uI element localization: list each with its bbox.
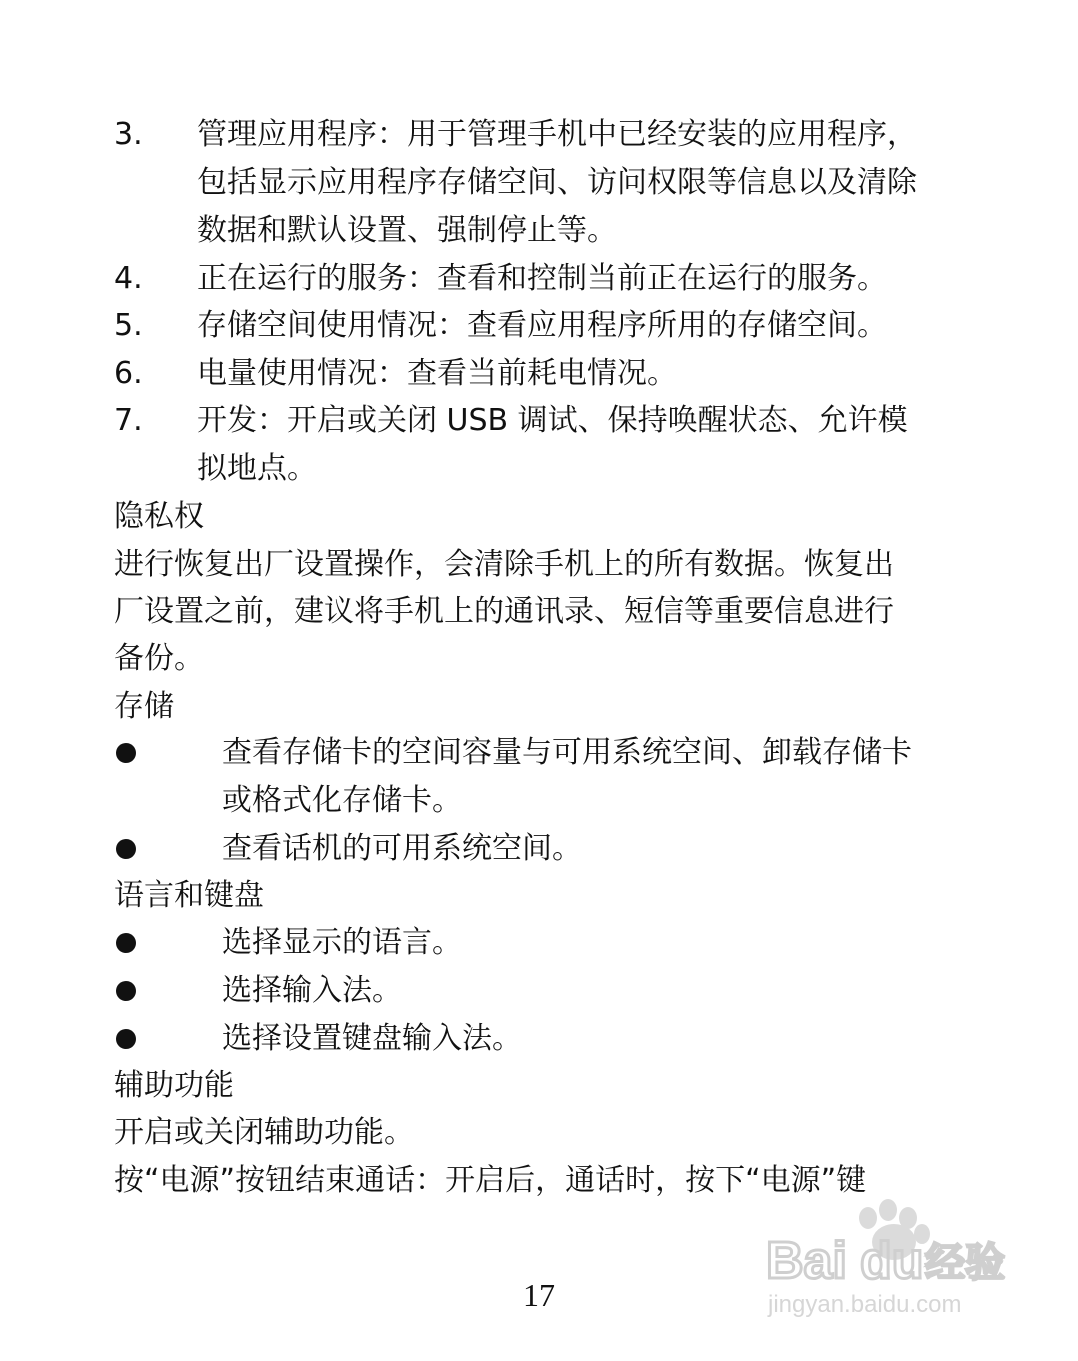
list-number: 6. (114, 356, 143, 391)
bullet-text: 查看话机的可用系统空间。 (222, 831, 582, 866)
bullet-text: 查看存储卡的空间容量与可用系统空间、卸载存储卡 (222, 735, 912, 770)
baidu-watermark-logo (760, 1198, 1020, 1320)
heading-text: 辅助功能 (114, 1068, 234, 1103)
bullet-text: 选择显示的语言。 (222, 925, 462, 960)
heading-text: 语言和键盘 (114, 878, 264, 913)
list-text: 拟地点。 (197, 451, 317, 486)
list-number: 7. (114, 403, 143, 438)
heading-text: 存储 (114, 689, 174, 724)
bullet-text: 选择输入法。 (222, 973, 402, 1008)
paragraph-text: 厂设置之前，建议将手机上的通讯录、短信等重要信息进行 (114, 594, 894, 629)
list-number: 4. (114, 261, 143, 296)
heading-text: 隐私权 (114, 499, 204, 534)
list-text: 包括显示应用程序存储空间、访问权限等信息以及清除 (197, 165, 917, 200)
bullet-text: 或格式化存储卡。 (222, 783, 462, 818)
list-number: 3. (114, 117, 143, 152)
list-text: 数据和默认设置、强制停止等。 (197, 213, 617, 248)
svg-text:Bai: Bai (766, 1232, 847, 1290)
bullet-dot-icon (116, 981, 136, 1001)
bullet-dot-icon (116, 743, 136, 763)
bullet-dot-icon (116, 839, 136, 859)
list-text: 正在运行的服务：查看和控制当前正在运行的服务。 (197, 261, 887, 296)
paragraph-text: 进行恢复出厂设置操作，会清除手机上的所有数据。恢复出 (114, 547, 894, 582)
bullet-dot-icon (116, 933, 136, 953)
paragraph-text: 按“电源”按钮结束通话：开启后，通话时，按下“电源”键 (114, 1163, 867, 1198)
paragraph-text: 开启或关闭辅助功能。 (114, 1115, 414, 1150)
list-text: 存储空间使用情况：查看应用程序所用的存储空间。 (197, 308, 887, 343)
list-number: 5. (114, 308, 143, 343)
svg-text:jingyan.baidu.com: jingyan.baidu.com (768, 1291, 962, 1318)
list-text: 电量使用情况：查看当前耗电情况。 (197, 356, 677, 391)
svg-text:经验: 经验 (925, 1240, 1005, 1286)
bullet-text: 选择设置键盘输入法。 (222, 1021, 522, 1056)
list-text: 开发：开启或关闭 USB 调试、保持唤醒状态、允许模 (197, 403, 908, 438)
svg-text:du: du (860, 1232, 924, 1290)
list-text: 管理应用程序：用于管理手机中已经安装的应用程序， (197, 117, 917, 152)
bullet-dot-icon (116, 1029, 136, 1049)
paragraph-text: 备份。 (114, 641, 204, 676)
page-number: 17 (523, 1277, 555, 1313)
